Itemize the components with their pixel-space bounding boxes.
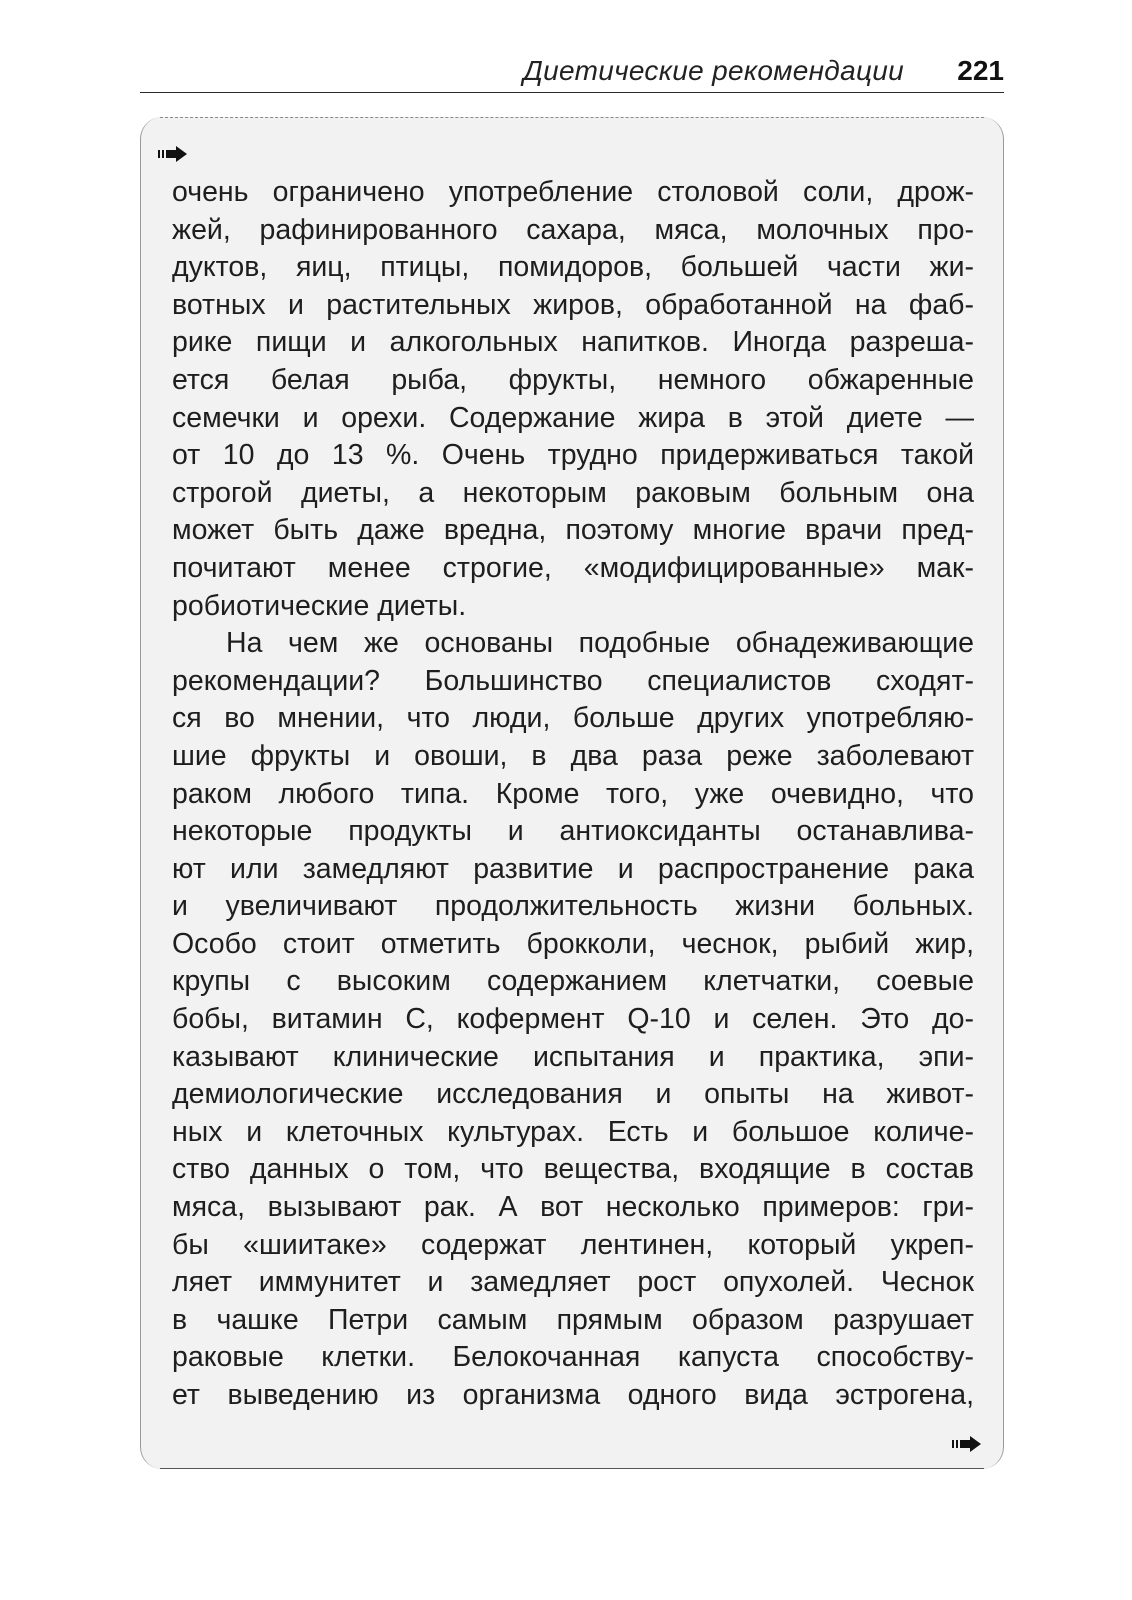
text-line: некоторые продукты и антиоксиданты останавлива-: [172, 815, 974, 848]
text-line: ют или замедляют развитие и распространение рака: [172, 852, 974, 885]
text-line: ство данных о том, что вещества, входящие в состав: [172, 1153, 974, 1186]
text-line: от 10 до 13 %. Очень трудно придерживаться такой: [172, 439, 974, 472]
paragraph-2: [172, 625, 974, 1414]
text-line: На чем же основаны подобные обнадеживающие: [226, 627, 974, 660]
text-line: ется белая рыба, фрукты, немного обжаренные: [172, 363, 974, 396]
text-line: ет выведению из организма одного вида эстрогена,: [172, 1379, 974, 1411]
text-line: рекомендации? Большинство специалистов сходят-: [172, 664, 974, 697]
text-line: может быть даже вредна, поэтому многие врачи пред-: [172, 514, 974, 547]
text-line: почитают менее строгие, «модифицированные» мак-: [172, 551, 974, 584]
text-line: и увеличивают продолжительность жизни больных.: [172, 890, 974, 923]
text-line: крупы с высоким содержанием клетчатки, соевые: [172, 965, 974, 998]
text-line: раком любого типа. Кроме того, уже очевидно, что: [172, 777, 974, 810]
text-line: бы «шиитаке» содержат лентинен, который укреп-: [172, 1228, 974, 1261]
body-text: [172, 174, 974, 1415]
running-head-title: Диетические рекомендации: [523, 55, 904, 86]
text-line: строгой диеты, а некоторым раковым больным она: [172, 476, 974, 509]
text-line: Особо стоит отметить брокколи, чеснок, рыбий жир,: [172, 927, 974, 960]
text-line: в чашке Петри самым прямым образом разрушает: [172, 1303, 974, 1336]
text-line: жей, рафинированного сахара, мяса, молочных про-: [172, 213, 974, 246]
text-line: бобы, витамин С, кофермент Q-10 и селен. Это до-: [172, 1003, 974, 1036]
text-line: раковые клетки. Белокочанная капуста способству-: [172, 1341, 974, 1374]
text-line: ных и клеточных культурах. Есть и большое количе-: [172, 1115, 974, 1148]
text-line: робиотические диеты.: [172, 589, 467, 622]
text-line: вотных и растительных жиров, обработанной на фаб-: [172, 288, 974, 321]
continuation-arrow-icon: [952, 1434, 982, 1454]
text-line: ся во мнении, что люди, больше других употребляю-: [172, 702, 974, 735]
text-line: казывают клинические испытания и практика, эпи-: [172, 1040, 974, 1073]
text-line: шие фрукты и овоши, в два раза реже заболевают: [172, 739, 974, 772]
text-line: рике пищи и алкогольных напитков. Иногда разреша-: [172, 326, 974, 359]
text-line: мяса, вызывают рак. А вот несколько примеров: гри-: [172, 1191, 974, 1224]
text-line: ляет иммунитет и замедляет рост опухолей. Чеснок: [172, 1266, 974, 1299]
box-top-border: [160, 117, 984, 118]
text-line: семечки и орехи. Содержание жира в этой диете —: [172, 401, 974, 434]
box-bottom-border: [160, 1468, 984, 1469]
paragraph-1: [172, 174, 974, 625]
continuation-arrow-icon: [158, 144, 188, 164]
text-line: дуктов, яиц, птицы, помидоров, большей части жи-: [172, 251, 974, 284]
text-line: очень ограничено употребление столовой соли, дрож-: [172, 176, 974, 208]
running-head: [140, 52, 1004, 93]
page-number: 221: [957, 55, 1004, 86]
text-line: демиологические исследования и опыты на живот-: [172, 1078, 974, 1111]
